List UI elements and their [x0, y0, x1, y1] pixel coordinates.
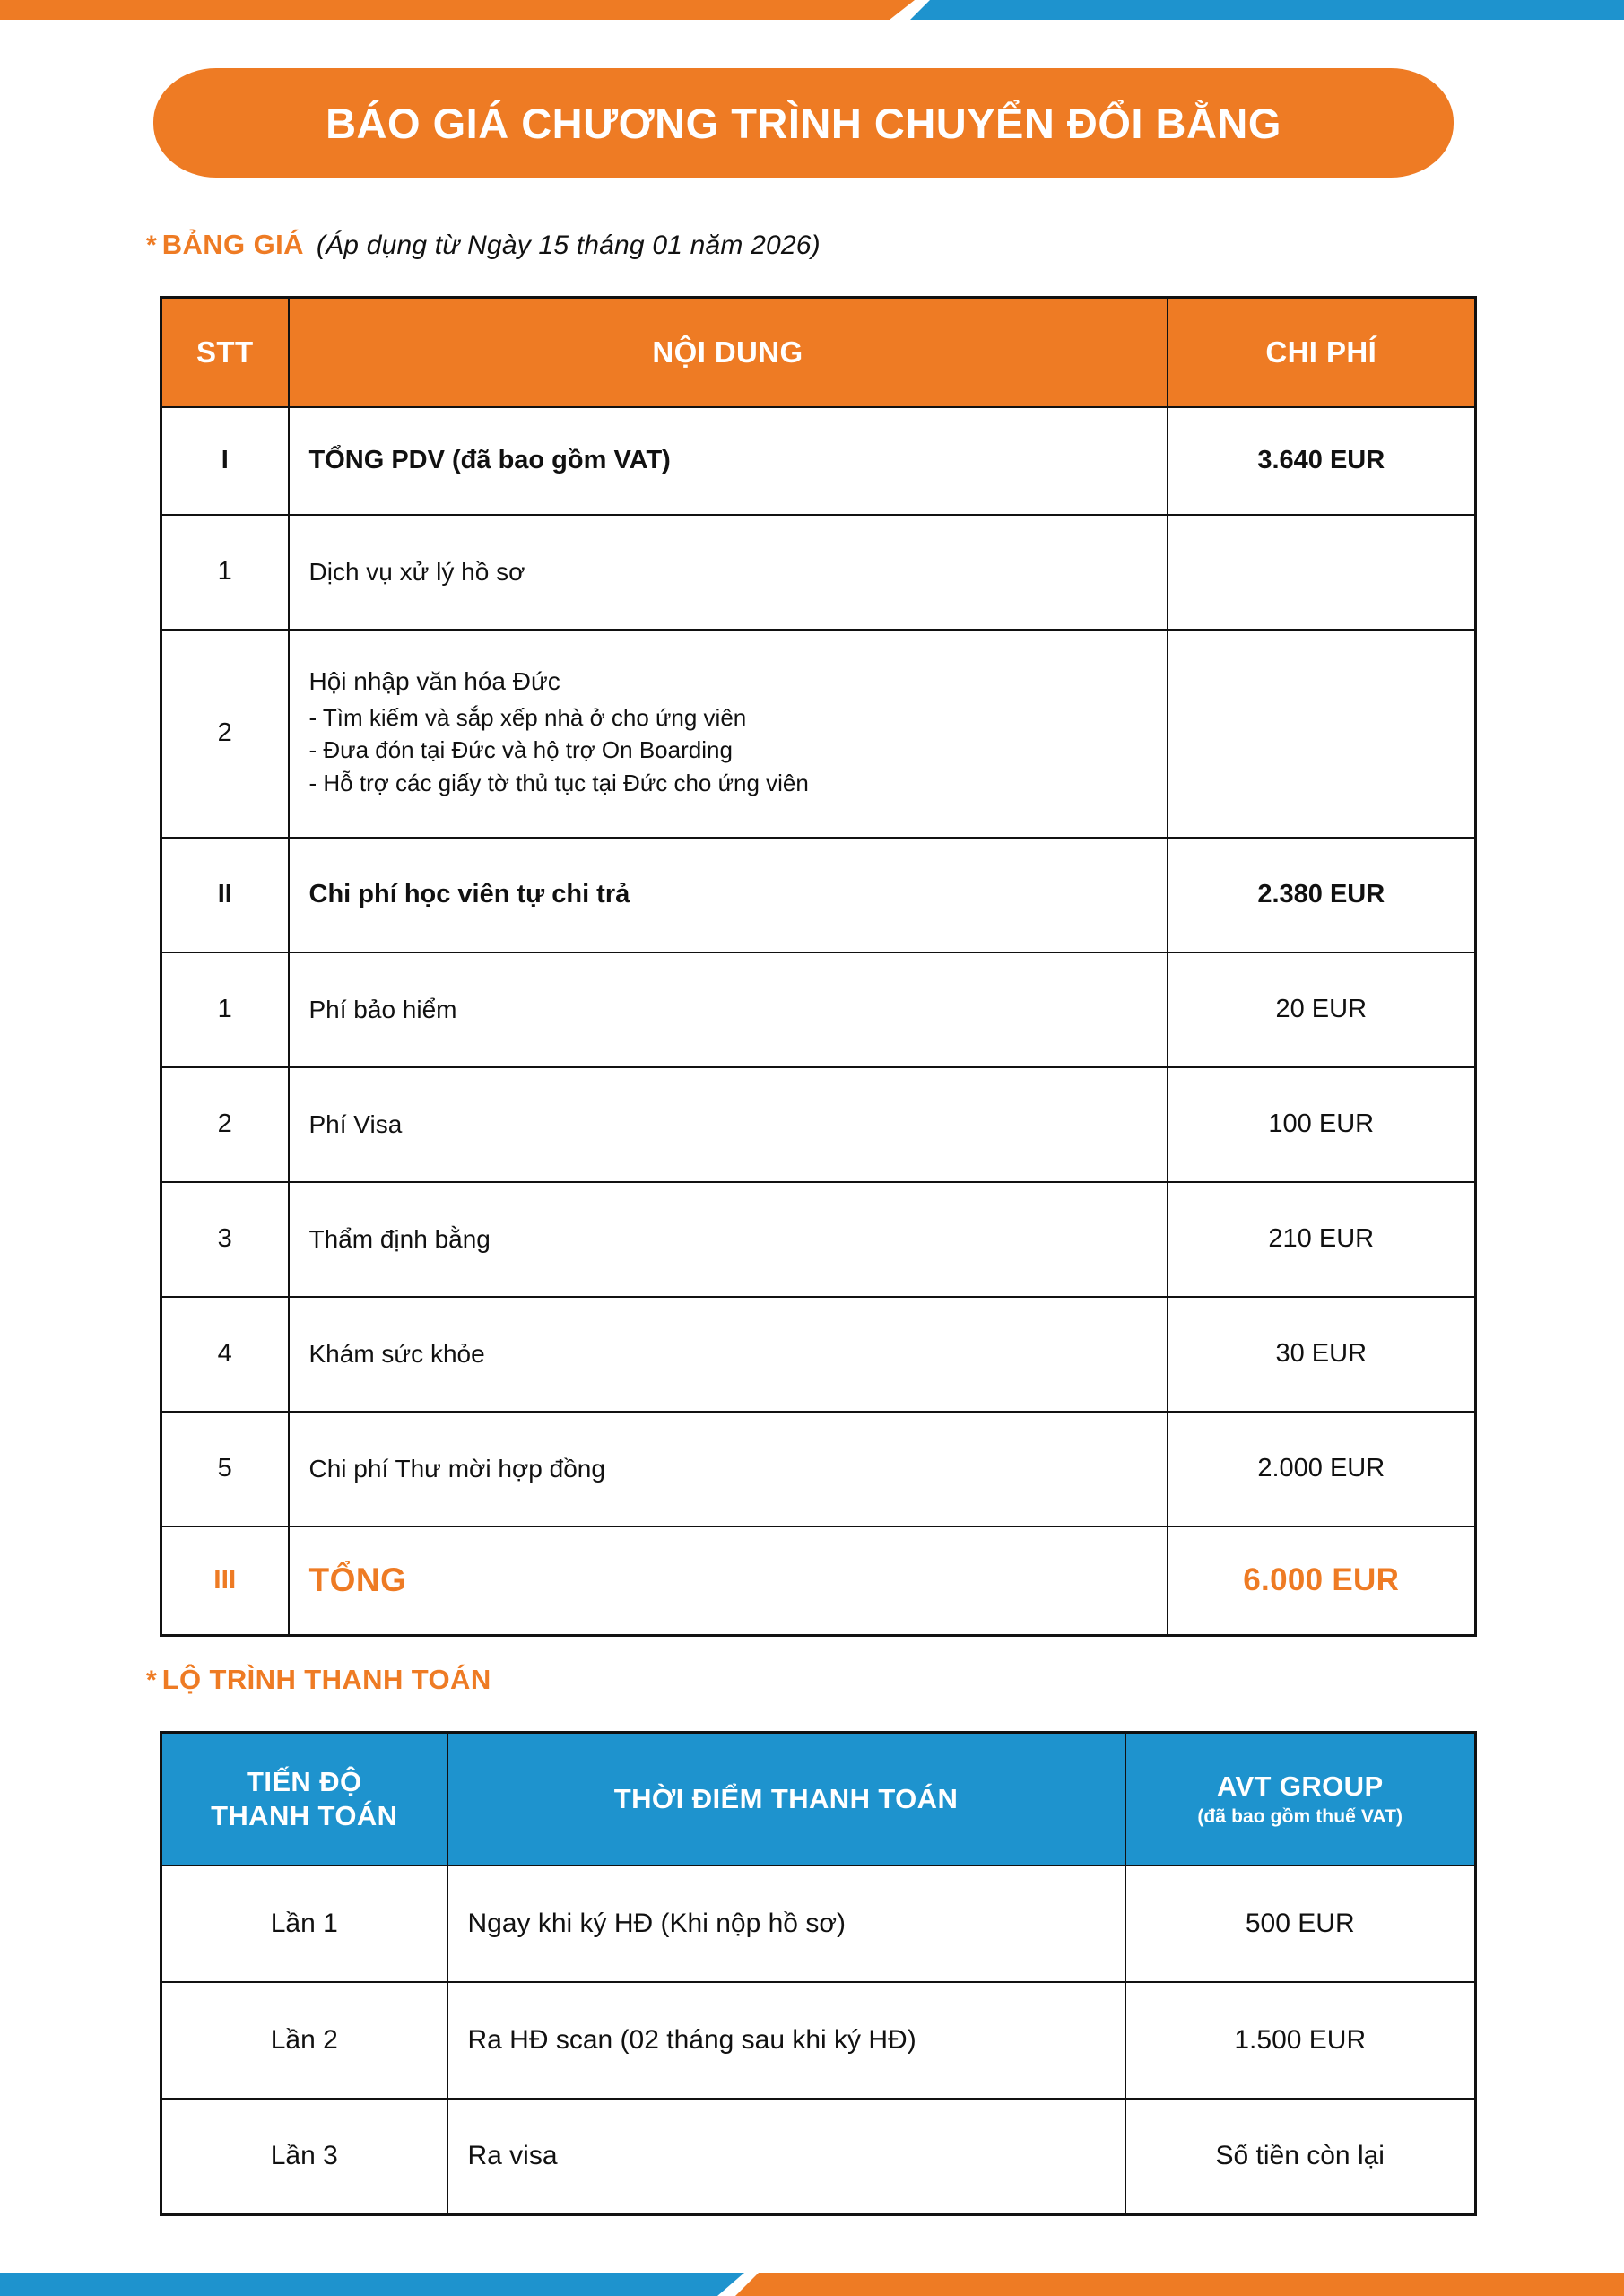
price-row-name-main: TỔNG PDV (đã bao gồm VAT) [308, 446, 671, 474]
top-bar-blue-segment [910, 0, 1624, 20]
price-row-cost: 20 EUR [1168, 952, 1476, 1067]
price-table-row [161, 407, 1476, 515]
payment-row-amount: 1.500 EUR [1125, 1982, 1476, 2099]
price-row-name [289, 1297, 1168, 1412]
price-row-name [289, 515, 1168, 630]
price-row-name-main: Thẩm định bằng [308, 1224, 491, 1253]
payment-col-amount: AVT GROUP (đã bao gồm thuế VAT) [1125, 1733, 1476, 1866]
price-row-sub-item: - Hỗ trợ các giấy tờ thủ tục tại Đức cho ứng viên [308, 769, 809, 796]
price-table-header-row [161, 298, 1476, 407]
payment-table-row [161, 1866, 1476, 1982]
price-row-stt: II [161, 838, 289, 952]
price-row-sub-item: - Đưa đón tại Đức và hộ trợ On Boarding [308, 736, 733, 764]
price-row-name [289, 1182, 1168, 1297]
payment-section-star: * [146, 1665, 157, 1695]
bottom-decorative-bar [0, 2273, 1624, 2296]
top-bar-orange-segment [0, 0, 915, 20]
price-row-cost: 210 EUR [1168, 1182, 1476, 1297]
price-row-name [289, 407, 1168, 515]
bottom-bar-orange-segment [735, 2273, 1624, 2296]
price-section-star: * [146, 230, 157, 260]
price-row-name [289, 1526, 1168, 1636]
price-row-stt: 1 [161, 952, 289, 1067]
price-section-label: BẢNG GIÁ [161, 229, 304, 260]
price-col-name: NỘI DUNG [289, 298, 1168, 407]
price-row-name-main: Chi phí Thư mời hợp đồng [308, 1454, 605, 1483]
price-table-row [161, 838, 1476, 952]
price-section-heading [146, 229, 821, 261]
price-row-cost: 2.000 EUR [1168, 1412, 1476, 1526]
price-table-row [161, 1297, 1476, 1412]
price-table [160, 296, 1477, 1637]
price-row-stt: 2 [161, 1067, 289, 1182]
page-title: BÁO GIÁ CHƯƠNG TRÌNH CHUYỂN ĐỔI BẰNG [326, 99, 1281, 147]
price-row-sub-item: - Tìm kiếm và sắp xếp nhà ở cho ứng viên [308, 703, 747, 731]
price-row-name [289, 1067, 1168, 1182]
payment-section-label: LỘ TRÌNH THANH TOÁN [161, 1664, 491, 1695]
price-row-stt: III [161, 1526, 289, 1636]
price-row-name [289, 952, 1168, 1067]
price-row-cost: 30 EUR [1168, 1297, 1476, 1412]
price-row-cost: 6.000 EUR [1168, 1526, 1476, 1636]
price-row-stt: I [161, 407, 289, 515]
payment-row-amount: Số tiền còn lại [1125, 2099, 1476, 2215]
price-row-name [289, 630, 1168, 838]
price-table-row [161, 630, 1476, 838]
price-row-cost: 2.380 EUR [1168, 838, 1476, 952]
price-row-name-main: Khám sức khỏe [308, 1339, 485, 1368]
price-col-stt: STT [161, 298, 289, 407]
price-col-cost: CHI PHÍ [1168, 298, 1476, 407]
price-row-cost: 100 EUR [1168, 1067, 1476, 1182]
price-row-name-main: Hội nhập văn hóa Đức [308, 666, 560, 695]
payment-row-stage: Lần 3 [161, 2099, 447, 2215]
price-row-name [289, 1412, 1168, 1526]
price-row-name-main: Phí Visa [308, 1109, 403, 1138]
price-row-name-main: Dịch vụ xử lý hồ sơ [308, 557, 525, 586]
price-row-stt: 5 [161, 1412, 289, 1526]
payment-schedule-table [160, 1731, 1477, 2216]
price-table-row [161, 1412, 1476, 1526]
payment-table-row [161, 1982, 1476, 2099]
price-table-row [161, 952, 1476, 1067]
price-row-stt: 3 [161, 1182, 289, 1297]
payment-row-stage: Lần 1 [161, 1866, 447, 1982]
payment-row-timing: Ra HĐ scan (02 tháng sau khi ký HĐ) [447, 1982, 1125, 2099]
price-table-row [161, 1182, 1476, 1297]
price-row-name [289, 838, 1168, 952]
bottom-bar-blue-segment [0, 2273, 744, 2296]
price-section-note: (Áp dụng từ Ngày 15 tháng 01 năm 2026) [316, 230, 821, 260]
payment-table-row [161, 2099, 1476, 2215]
price-row-stt: 1 [161, 515, 289, 630]
page-title-banner [153, 68, 1454, 178]
price-table-row [161, 515, 1476, 630]
price-row-cost [1168, 515, 1476, 630]
price-row-cost [1168, 630, 1476, 838]
payment-row-amount: 500 EUR [1125, 1866, 1476, 1982]
payment-col-timing: THỜI ĐIỂM THANH TOÁN [447, 1733, 1125, 1866]
price-row-stt: 4 [161, 1297, 289, 1412]
payment-row-timing: Ra visa [447, 2099, 1125, 2215]
payment-row-stage: Lần 2 [161, 1982, 447, 2099]
price-row-stt: 2 [161, 630, 289, 838]
payment-table-header-row [161, 1733, 1476, 1866]
price-row-sub-list [309, 701, 1147, 799]
top-decorative-bar [0, 0, 1624, 20]
price-table-row [161, 1526, 1476, 1636]
price-row-name-main: Phí bảo hiểm [308, 995, 457, 1023]
payment-row-timing: Ngay khi ký HĐ (Khi nộp hồ sơ) [447, 1866, 1125, 1982]
payment-col-subnote: (đã bao gồm thuế VAT) [1197, 1806, 1403, 1828]
payment-section-heading [146, 1664, 491, 1696]
price-row-cost: 3.640 EUR [1168, 407, 1476, 515]
price-row-name-main: TỔNG [308, 1561, 407, 1599]
price-row-name-main: Chi phí học viên tự chi trả [308, 880, 630, 909]
payment-col-stage: TIẾN ĐỘ THANH TOÁN [161, 1733, 447, 1866]
price-table-row [161, 1067, 1476, 1182]
